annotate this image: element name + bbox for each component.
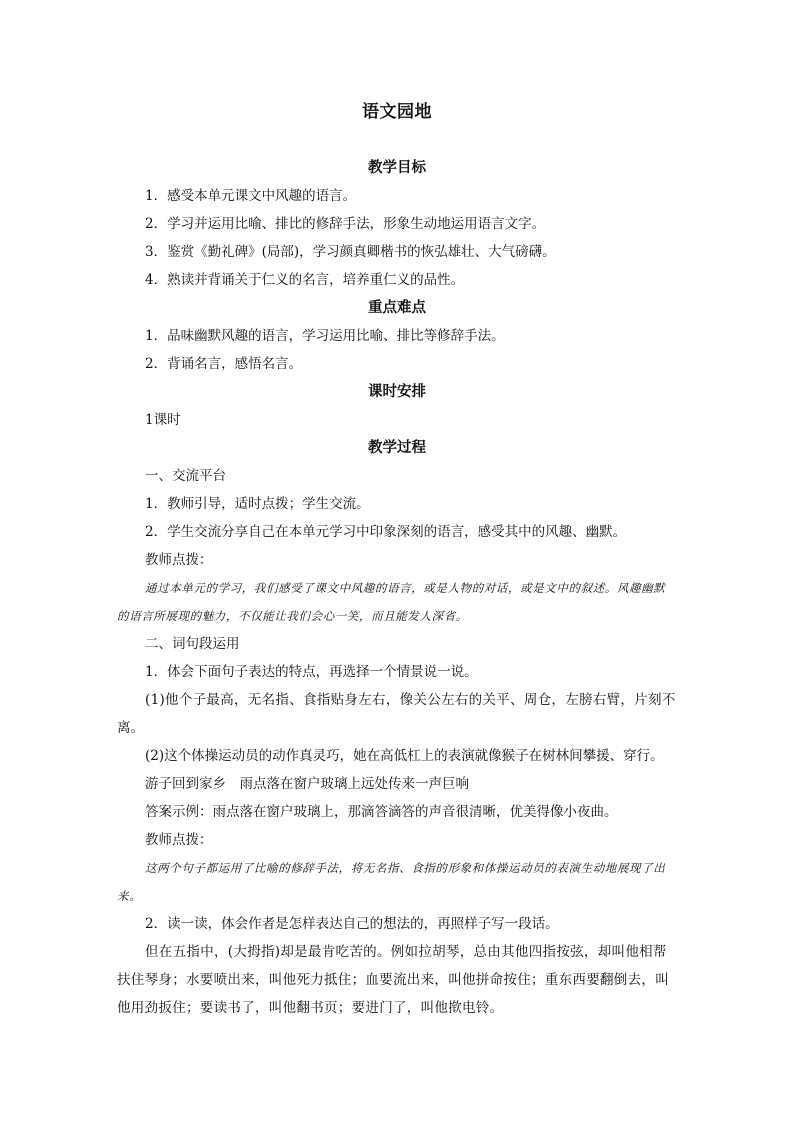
keypoints-heading: 重点难点 <box>368 299 426 316</box>
schedule-heading: 课时安排 <box>368 383 426 400</box>
goal-item: 3．鉴赏《勤礼碑》(局部)，学习颜真卿楷书的恢弘雄壮、大气磅礴。 <box>145 244 556 260</box>
section1-title: 一、交流平台 <box>145 468 226 484</box>
section2-sentence: (1)他个子最高，无名指、食指贴身左右，像关公左右的关平、周仓，左膀右臂，片刻不离。 <box>117 692 676 736</box>
goal-item: 2．学习并运用比喻、排比的修辞手法，形象生动地运用语言文字。 <box>145 216 546 232</box>
goal-item: 1．感受本单元课文中风趣的语言。 <box>145 188 357 204</box>
schedule-text: 1课时 <box>145 412 181 428</box>
section2-item: 1．体会下面句子表达的特点，再选择一个情景说一说。 <box>145 664 478 680</box>
keypoint-item: 1．品味幽默风趣的语言，学习运用比喻、排比等修辞手法。 <box>145 328 505 344</box>
section2-scenes: 游子回到家乡 雨点落在窗户玻璃上远处传来一声巨响 <box>145 776 469 792</box>
content-body <box>117 154 677 1022</box>
section2-title: 二、词句段运用 <box>145 636 240 652</box>
goals-heading: 教学目标 <box>368 159 426 176</box>
section2-answer: 答案示例：雨点落在窗户玻璃上，那滴答滴答的声音很清晰，优美得像小夜曲。 <box>145 804 618 820</box>
section1-item: 2．学生交流分享自己在本单元学习中印象深刻的语言，感受其中的风趣、幽默。 <box>145 524 627 540</box>
section2-tip-label: 教师点拨： <box>145 832 213 848</box>
goal-item: 4．熟读并背诵关于仁义的名言，培养重仁义的品性。 <box>145 272 465 288</box>
section2-passage: 但在五指中，(大拇指)却是最肯吃苦的。例如拉胡琴，总由其他四指按弦，却叫他相帮扶住琴身；水要喷出来，叫他死力抵住；血要流出来，叫他拼命按住；重东西要翻倒去，叫他用劲扳住；要读书了，叫他翻书页；要进门了，叫他揿电铃。 <box>117 944 669 1016</box>
keypoint-item: 2．背诵名言，感悟名言。 <box>145 356 303 372</box>
page-title: 语文园地 <box>362 102 432 122</box>
section2-tip-text: 这两个句子都运用了比喻的修辞手法，将无名指、食指的形象和体操运动员的表演生动地展现了出来。 <box>117 861 666 903</box>
section2-sentence: (2)这个体操运动员的动作真灵巧，她在高低杠上的表演就像猴子在树林间攀援、穿行。 <box>145 748 664 764</box>
process-heading: 教学过程 <box>368 439 426 456</box>
section1-tip-text: 通过本单元的学习，我们感受了课文中风趣的语言，或是人物的对话，或是文中的叙述。风趣幽默的语言所展现的魅力，不仅能让我们会心一笑，而且能发人深省。 <box>117 581 666 623</box>
section2-item: 2．读一读，体会作者是怎样表达自己的想法的，再照样子写一段话。 <box>145 916 559 932</box>
section1-item: 1．教师引导，适时点拨；学生交流。 <box>145 496 370 512</box>
section1-tip-label: 教师点拨： <box>145 552 213 568</box>
